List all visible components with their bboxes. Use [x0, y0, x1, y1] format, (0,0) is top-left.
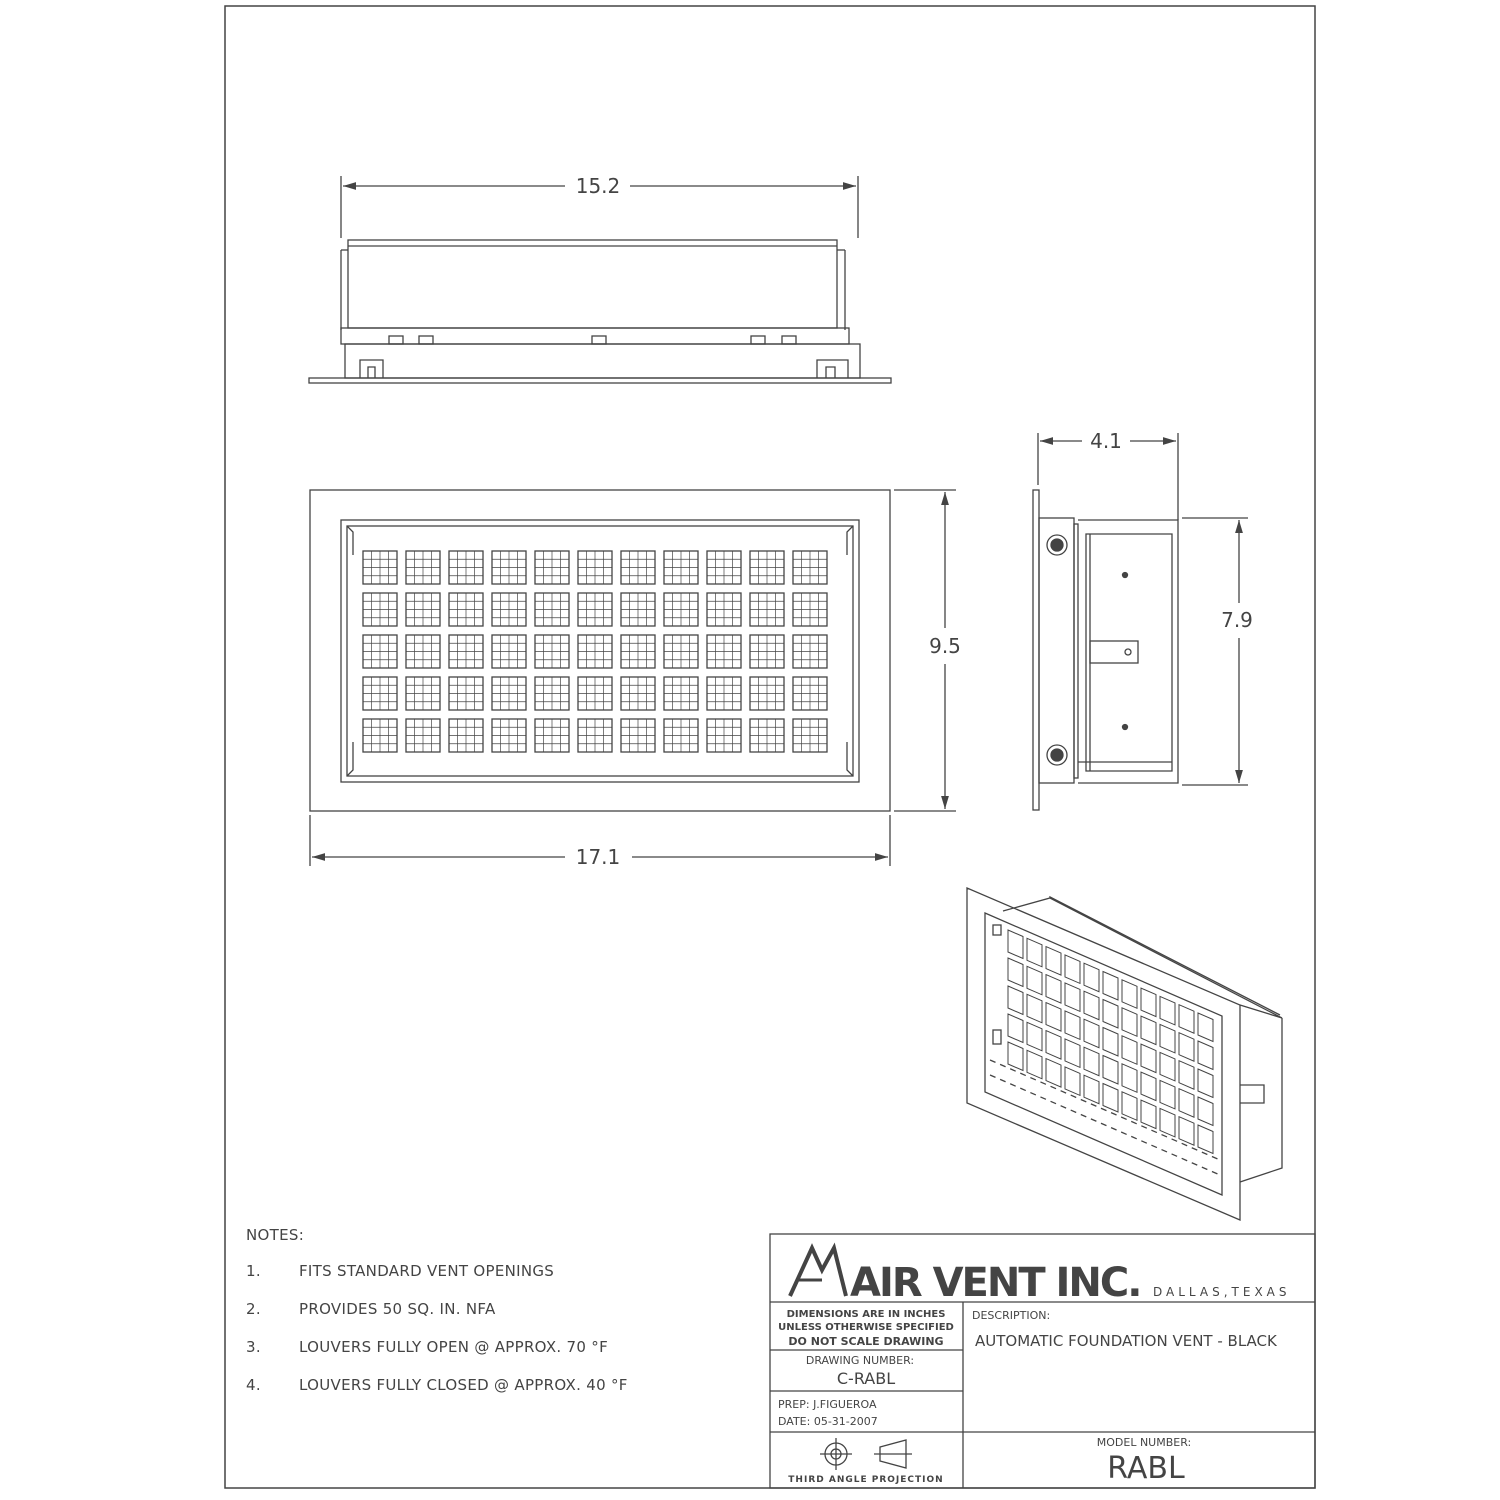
- iso-louver-cell: [1084, 1019, 1099, 1047]
- iso-louver-cell: [1179, 1005, 1194, 1033]
- note-number: 1.: [246, 1262, 261, 1280]
- dims-note-2: UNLESS OTHERWISE SPECIFIED: [778, 1322, 954, 1333]
- iso-louver-cell: [1084, 1047, 1099, 1076]
- iso-louver-cell: [1065, 1067, 1080, 1096]
- drawing-number: C-RABL: [836, 1369, 896, 1388]
- date: DATE: 05-31-2007: [778, 1415, 878, 1428]
- iso-louver-cell: [1046, 1059, 1061, 1088]
- note-text: PROVIDES 50 SQ. IN. NFA: [299, 1300, 496, 1318]
- iso-louver-cell: [1008, 930, 1023, 959]
- note-text: LOUVERS FULLY CLOSED @ APPROX. 40 °F: [299, 1376, 628, 1394]
- iso-louver-cell: [1179, 1089, 1194, 1118]
- iso-louver-cell: [1084, 1075, 1099, 1104]
- iso-louver-cell: [1103, 1000, 1118, 1029]
- iso-louver-cell: [1027, 994, 1042, 1023]
- prep: PREP: J.FIGUEROA: [778, 1398, 877, 1411]
- note-item: [246, 1376, 766, 1414]
- iso-louver-cell: [1103, 972, 1118, 1001]
- dims-note-3: DO NOT SCALE DRAWING: [788, 1335, 944, 1348]
- iso-louver-cell: [1160, 1024, 1175, 1053]
- projection-label: THIRD ANGLE PROJECTION: [788, 1475, 944, 1485]
- iso-louver-cell: [1122, 1036, 1137, 1065]
- notes-header: NOTES:: [246, 1226, 305, 1244]
- note-item: [246, 1338, 766, 1376]
- iso-louver-cell: [1179, 1033, 1194, 1062]
- iso-louver-cell: [1141, 1016, 1156, 1045]
- iso-louver-cell: [1065, 1039, 1080, 1068]
- notes-section: [246, 1226, 766, 1414]
- iso-louver-cell: [1027, 938, 1042, 967]
- dim-height-side: 7.9: [1221, 608, 1253, 632]
- iso-louver-cell: [1027, 966, 1042, 995]
- iso-louver-cell: [1008, 986, 1023, 1015]
- iso-louver-cell: [1160, 1080, 1175, 1109]
- company-location: DALLAS,TEXAS: [1153, 1285, 1291, 1299]
- iso-louver-cell: [1198, 1125, 1213, 1154]
- iso-louver-cell: [1008, 1014, 1023, 1043]
- iso-louver-cell: [1160, 996, 1175, 1025]
- iso-louver-grille: [1008, 930, 1213, 1154]
- iso-louver-cell: [1198, 1097, 1213, 1126]
- iso-louver-cell: [1198, 1069, 1213, 1098]
- top-view: [309, 176, 891, 383]
- note-text: FITS STANDARD VENT OPENINGS: [299, 1262, 555, 1280]
- iso-louver-cell: [1046, 975, 1061, 1004]
- dim-depth: 4.1: [1090, 429, 1122, 453]
- company-name: AIR VENT INC.: [850, 1260, 1141, 1306]
- drawing-number-label: DRAWING NUMBER:: [805, 1354, 915, 1367]
- front-view: [310, 490, 956, 866]
- iso-louver-cell: [1179, 1061, 1194, 1090]
- dims-note-1: DIMENSIONS ARE IN INCHES: [786, 1309, 946, 1320]
- dim-width-front: 17.1: [575, 845, 621, 869]
- model-number-label: MODEL NUMBER:: [1096, 1436, 1192, 1449]
- iso-louver-cell: [1122, 1008, 1137, 1037]
- iso-louver-cell: [1141, 1100, 1156, 1129]
- iso-louver-cell: [1179, 1117, 1194, 1146]
- iso-louver-cell: [1160, 1108, 1175, 1137]
- iso-louver-cell: [1198, 1013, 1213, 1042]
- iso-louver-cell: [1084, 991, 1099, 1020]
- iso-louver-cell: [1122, 1092, 1137, 1121]
- dim-height-front: 9.5: [929, 634, 961, 658]
- note-item: [246, 1262, 766, 1300]
- iso-louver-cell: [1065, 955, 1080, 984]
- iso-louver-cell: [1008, 958, 1023, 987]
- note-number: 3.: [246, 1338, 261, 1356]
- iso-louver-cell: [1046, 947, 1061, 976]
- iso-louver-cell: [1141, 1072, 1156, 1101]
- iso-louver-cell: [1122, 1064, 1137, 1093]
- iso-louver-cell: [1065, 1011, 1080, 1040]
- note-number: 4.: [246, 1376, 261, 1394]
- iso-louver-cell: [1103, 1084, 1118, 1113]
- iso-louver-cell: [1008, 1042, 1023, 1071]
- note-text: LOUVERS FULLY OPEN @ APPROX. 70 °F: [299, 1338, 609, 1356]
- isometric-view: [967, 888, 1282, 1220]
- louver-grille: [363, 551, 827, 752]
- note-number: 2.: [246, 1300, 261, 1318]
- iso-louver-cell: [1103, 1028, 1118, 1057]
- iso-louver-cell: [1046, 1003, 1061, 1032]
- iso-louver-cell: [1103, 1056, 1118, 1085]
- iso-louver-cell: [1141, 1044, 1156, 1073]
- side-view: [1033, 433, 1248, 810]
- iso-louver-cell: [1198, 1041, 1213, 1070]
- model-number: RABL: [1107, 1451, 1185, 1486]
- iso-louver-cell: [1027, 1050, 1042, 1079]
- dim-width-top: 15.2: [575, 174, 621, 198]
- note-item: [246, 1300, 766, 1338]
- iso-louver-cell: [1160, 1052, 1175, 1081]
- iso-louver-cell: [1046, 1031, 1061, 1060]
- description: AUTOMATIC FOUNDATION VENT - BLACK: [975, 1332, 1277, 1350]
- iso-louver-cell: [1027, 1022, 1042, 1051]
- iso-louver-cell: [1065, 983, 1080, 1012]
- iso-louver-cell: [1141, 988, 1156, 1017]
- description-label: DESCRIPTION:: [972, 1309, 1051, 1322]
- iso-louver-cell: [1084, 963, 1099, 992]
- iso-louver-cell: [1122, 980, 1137, 1009]
